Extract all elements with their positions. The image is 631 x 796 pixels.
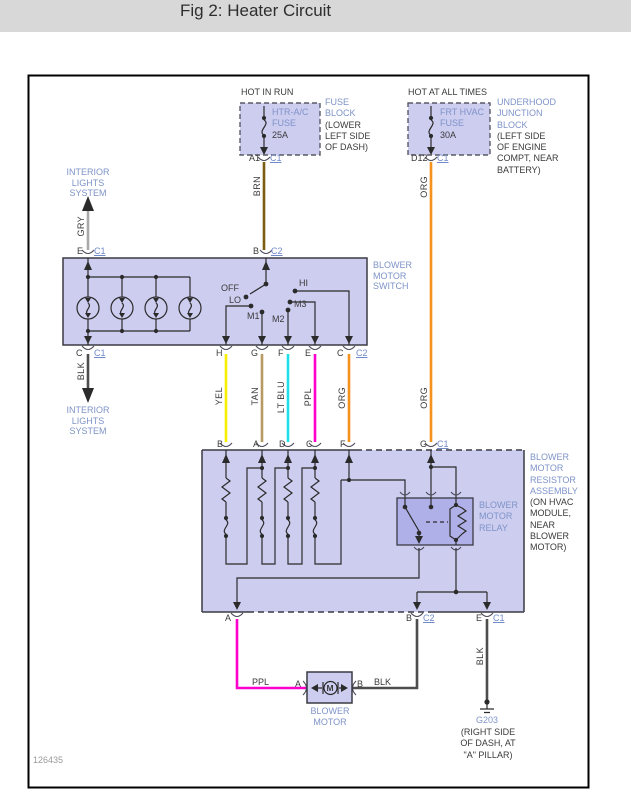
yel-label: YEL — [214, 387, 224, 406]
pin-e: E — [305, 348, 312, 358]
blower-motor-resistor-label: BLOWER MOTOR RESISTOR ASSEMBLY (ON HVAC MODULE, NEAR BLOWER MOTOR) — [530, 452, 578, 553]
interior-lights-system-top: INTERIOR LIGHTS SYSTEM — [66, 167, 110, 199]
fuse-name2: FUSE — [272, 118, 297, 128]
pin-c: C — [76, 348, 83, 358]
ppl-label: PPL — [252, 677, 270, 687]
ppl-wire-motor — [237, 619, 306, 688]
gry-label: GRY — [76, 216, 86, 237]
pin-e: E — [77, 246, 84, 256]
connector-c1-link[interactable]: C1 — [270, 153, 282, 163]
pin-a: A — [253, 439, 260, 449]
interior-lights-system-bottom: INTERIOR LIGHTS SYSTEM — [66, 405, 110, 437]
connector-c1-link[interactable]: C1 — [437, 153, 449, 163]
pin-d: D — [279, 439, 286, 449]
connector-c2-link[interactable]: C2 — [423, 613, 435, 623]
blower-motor-resistor-symbol — [202, 443, 524, 612]
hot-at-all-times-label: HOT AT ALL TIMES — [408, 87, 488, 97]
blk-label: BLK — [475, 647, 485, 666]
fuse-rating: 25A — [272, 130, 289, 140]
connector-c2-link[interactable]: C2 — [271, 246, 283, 256]
connector-c1-link[interactable]: C1 — [94, 246, 106, 256]
switch-pos-lo: LO — [229, 295, 242, 305]
fuse-rating: 30A — [440, 130, 457, 140]
blk-label: BLK — [374, 677, 392, 687]
switch-pos-m1: M1 — [247, 311, 260, 321]
pin-b: B — [217, 439, 224, 449]
interior-lights-down-arrow — [82, 388, 94, 403]
pin-h: H — [216, 348, 223, 358]
junction-block-location: UNDERHOOD JUNCTION BLOCK (LEFT SIDE OF ENGINE COMPT, NEAR BATTERY) — [497, 97, 559, 175]
blower-motor-relay-symbol — [397, 492, 473, 550]
blower-motor-relay-label: BLOWER MOTOR RELAY — [479, 500, 519, 533]
connector-c2-link[interactable]: C2 — [356, 348, 368, 358]
ground-icon — [480, 699, 494, 712]
hot-in-run-label: HOT IN RUN — [241, 87, 294, 97]
pin-f: F — [278, 348, 284, 358]
motor-pin-a: A — [295, 679, 302, 689]
tan-label: TAN — [250, 387, 260, 406]
pin-c: C — [306, 439, 313, 449]
switch-pos-off: OFF — [221, 283, 239, 293]
motor-m-symbol: M — [326, 683, 334, 693]
pin-c: C — [337, 348, 344, 358]
pin-a1: A1 — [249, 153, 261, 163]
org-label: ORG — [419, 387, 429, 409]
fuse-name: HTR-A/C — [272, 107, 309, 117]
pin-b: B — [406, 613, 413, 623]
fuse-name: FRT HVAC — [440, 107, 485, 117]
connector-c1-link[interactable]: C1 — [94, 348, 106, 358]
org-label: ORG — [337, 387, 347, 409]
org-label: ORG — [419, 176, 429, 198]
document-number: 126435 — [33, 755, 64, 765]
lt-blu-label: LT BLU — [276, 381, 286, 414]
page-title: Fig 2: Heater Circuit — [180, 1, 332, 20]
fuse-name2: FUSE — [440, 118, 465, 128]
connector-c1-link[interactable]: C1 — [437, 439, 449, 449]
connector-c1-link[interactable]: C1 — [493, 613, 505, 623]
blower-motor-switch-symbol — [63, 258, 367, 345]
fuse-block-location: FUSE BLOCK (LOWER LEFT SIDE OF DASH) — [325, 97, 371, 153]
pin-e: E — [476, 613, 483, 623]
pin-g: G — [251, 348, 259, 358]
switch-pos-hi: HI — [299, 278, 308, 288]
blower-motor-label: BLOWER MOTOR — [310, 706, 350, 727]
switch-pos-m2: M2 — [272, 314, 285, 324]
motor-pin-b: B — [357, 679, 364, 689]
ground-location: (RIGHT SIDE OF DASH, AT "A" PILLAR) — [460, 727, 516, 760]
pin-b: B — [253, 246, 260, 256]
ppl-label: PPL — [303, 388, 313, 407]
pin-a: A — [225, 613, 232, 623]
pin-d12: D12 — [411, 153, 428, 163]
pin-f: F — [340, 439, 346, 449]
brn-label: BRN — [252, 176, 262, 197]
blk-label: BLK — [76, 362, 86, 381]
ground-id: G203 — [476, 715, 499, 725]
switch-pos-m3: M3 — [294, 299, 307, 309]
pin-g: G — [420, 439, 428, 449]
blower-motor-switch-label: BLOWER MOTOR SWITCH — [373, 260, 413, 292]
